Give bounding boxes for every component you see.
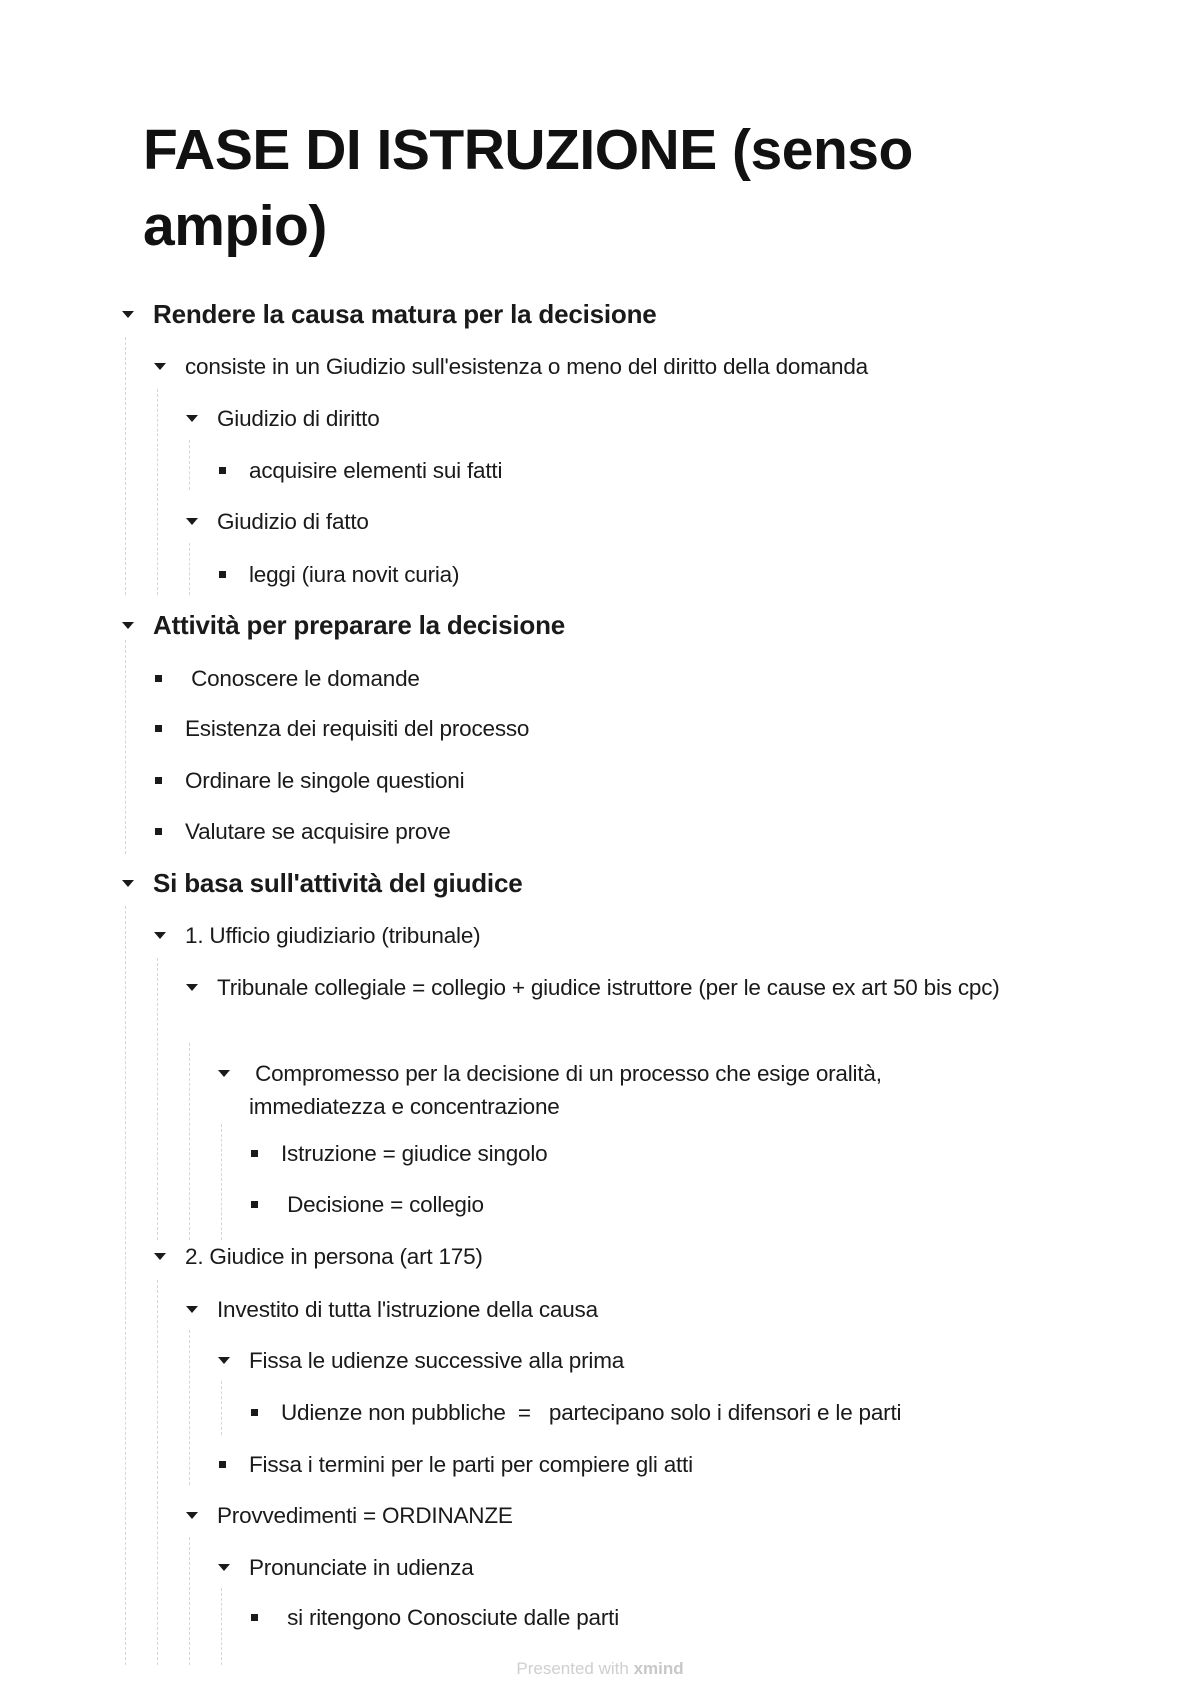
outline-item-text: Udienze non pubbliche = partecipano solo i difensori e le parti (281, 1400, 902, 1425)
xmind-brand: xmind (633, 1659, 684, 1678)
outline-item[interactable] (248, 1137, 1148, 1170)
outline-item[interactable] (152, 1240, 1052, 1273)
outline-item-text: acquisire elementi sui fatti (249, 458, 503, 483)
collapse-arrow-icon[interactable] (216, 1551, 249, 1584)
collapse-arrow-icon[interactable] (184, 505, 217, 538)
collapse-arrow-icon[interactable] (152, 1240, 185, 1273)
outline-item-text: si ritengono Conosciute dalle parti (281, 1605, 620, 1630)
outline-item-text: Giudizio di fatto (217, 509, 369, 534)
outline-item[interactable] (152, 919, 1052, 952)
bullet-icon (216, 558, 249, 591)
outline-item[interactable] (184, 505, 1054, 538)
collapse-arrow-icon[interactable] (120, 609, 153, 642)
bullet-icon (152, 764, 185, 797)
footer-credit (0, 1657, 1200, 1681)
outline-item-text: Ordinare le singole questioni (185, 768, 465, 793)
outline-topic[interactable] (120, 609, 1020, 642)
indent-guide-line (189, 543, 190, 595)
outline-item-text: Istruzione = giudice singolo (281, 1141, 548, 1166)
indent-guide-line (125, 640, 126, 854)
bullet-icon (248, 1601, 281, 1634)
collapse-arrow-icon[interactable] (216, 1057, 249, 1090)
outline-item[interactable] (152, 712, 1052, 745)
outline-item[interactable] (216, 1344, 976, 1377)
indent-guide-line (221, 1124, 222, 1240)
outline-item[interactable] (184, 402, 1054, 435)
outline-item[interactable] (216, 1448, 976, 1481)
outline-topic[interactable] (120, 298, 1020, 331)
outline-item[interactable] (248, 1188, 1148, 1221)
bullet-icon (248, 1396, 281, 1429)
bullet-icon (216, 454, 249, 487)
outline-item[interactable] (248, 1396, 1148, 1429)
outline-item[interactable] (248, 1601, 1148, 1634)
outline-item-text: Fissa le udienze successive alla prima (249, 1348, 625, 1373)
outline-item-text: Giudizio di diritto (217, 406, 380, 431)
outline-item[interactable] (152, 815, 1052, 848)
indent-guide-line (157, 958, 158, 1240)
outline-item-text: Conoscere le domande (185, 666, 420, 691)
outline-item-text: consiste in un Giudizio sull'esistenza o meno del diritto della domanda (185, 354, 868, 379)
collapse-arrow-icon[interactable] (216, 1344, 249, 1377)
outline-item[interactable] (184, 1293, 1054, 1326)
bullet-icon (152, 662, 185, 695)
outline-item-text: Rendere la causa matura per la decisione (153, 299, 657, 329)
outline-item-text: leggi (iura novit curia) (249, 562, 460, 587)
collapse-arrow-icon[interactable] (184, 1499, 217, 1532)
bullet-icon (248, 1188, 281, 1221)
collapse-arrow-icon[interactable] (184, 971, 217, 1004)
bullet-icon (152, 815, 185, 848)
indent-guide-line (189, 1043, 190, 1240)
outline-item-text: Si basa sull'attività del giudice (153, 868, 523, 898)
bullet-icon (152, 712, 185, 745)
indent-guide-line (221, 1381, 222, 1435)
collapse-arrow-icon[interactable] (152, 919, 185, 952)
collapse-arrow-icon[interactable] (184, 402, 217, 435)
collapse-arrow-icon[interactable] (184, 1293, 217, 1326)
outline-item[interactable] (152, 350, 1052, 383)
outline-item-text: 2. Giudice in persona (art 175) (185, 1244, 483, 1269)
outline-item-text: Investito di tutta l'istruzione della causa (217, 1297, 598, 1322)
outline-item[interactable] (152, 764, 1052, 797)
bullet-icon (216, 1448, 249, 1481)
outline-item[interactable] (184, 1499, 1054, 1532)
outline-item-text: Fissa i termini per le parti per compiere gli atti (249, 1452, 693, 1477)
indent-guide-line (125, 337, 126, 595)
indent-guide-line (157, 1280, 158, 1665)
indent-guide-line (189, 1537, 190, 1665)
outline-item-text: Decisione = collegio (281, 1192, 484, 1217)
indent-guide-line (189, 440, 190, 490)
outline-item[interactable] (184, 971, 1054, 1004)
indent-guide-line (157, 389, 158, 595)
outline-item[interactable] (216, 558, 976, 591)
collapse-arrow-icon[interactable] (152, 350, 185, 383)
footer-prefix: Presented with (516, 1659, 629, 1678)
collapse-arrow-icon[interactable] (120, 867, 153, 900)
document-title: FASE DI ISTRUZIONE (senso ampio) (143, 118, 913, 258)
outline-item-text: Esistenza dei requisiti del processo (185, 716, 530, 741)
outline-item-text: Tribunale collegiale = collegio + giudice istruttore (per le cause ex art 50 bis cpc) (217, 975, 1000, 1000)
indent-guide-line (221, 1588, 222, 1665)
outline-item-text: Compromesso per la decisione di un processo che esige oralità, immediatezza e concentrazione (249, 1061, 888, 1119)
outline-item-text: Provvedimenti = ORDINANZE (217, 1503, 513, 1528)
outline-item-text: Attività per preparare la decisione (153, 610, 566, 640)
outline-item-text: Valutare se acquisire prove (185, 819, 451, 844)
bullet-icon (248, 1137, 281, 1170)
outline-topic[interactable] (120, 867, 1020, 900)
outline-item[interactable] (216, 1551, 976, 1584)
collapse-arrow-icon[interactable] (120, 298, 153, 331)
outline-item-text: 1. Ufficio giudiziario (tribunale) (185, 923, 481, 948)
outline-item[interactable] (216, 1057, 976, 1123)
indent-guide-line (125, 906, 126, 1665)
outline-item[interactable] (152, 662, 1052, 695)
outline-item-text: Pronunciate in udienza (249, 1555, 474, 1580)
indent-guide-line (189, 1330, 190, 1485)
outline-item[interactable] (216, 454, 976, 487)
